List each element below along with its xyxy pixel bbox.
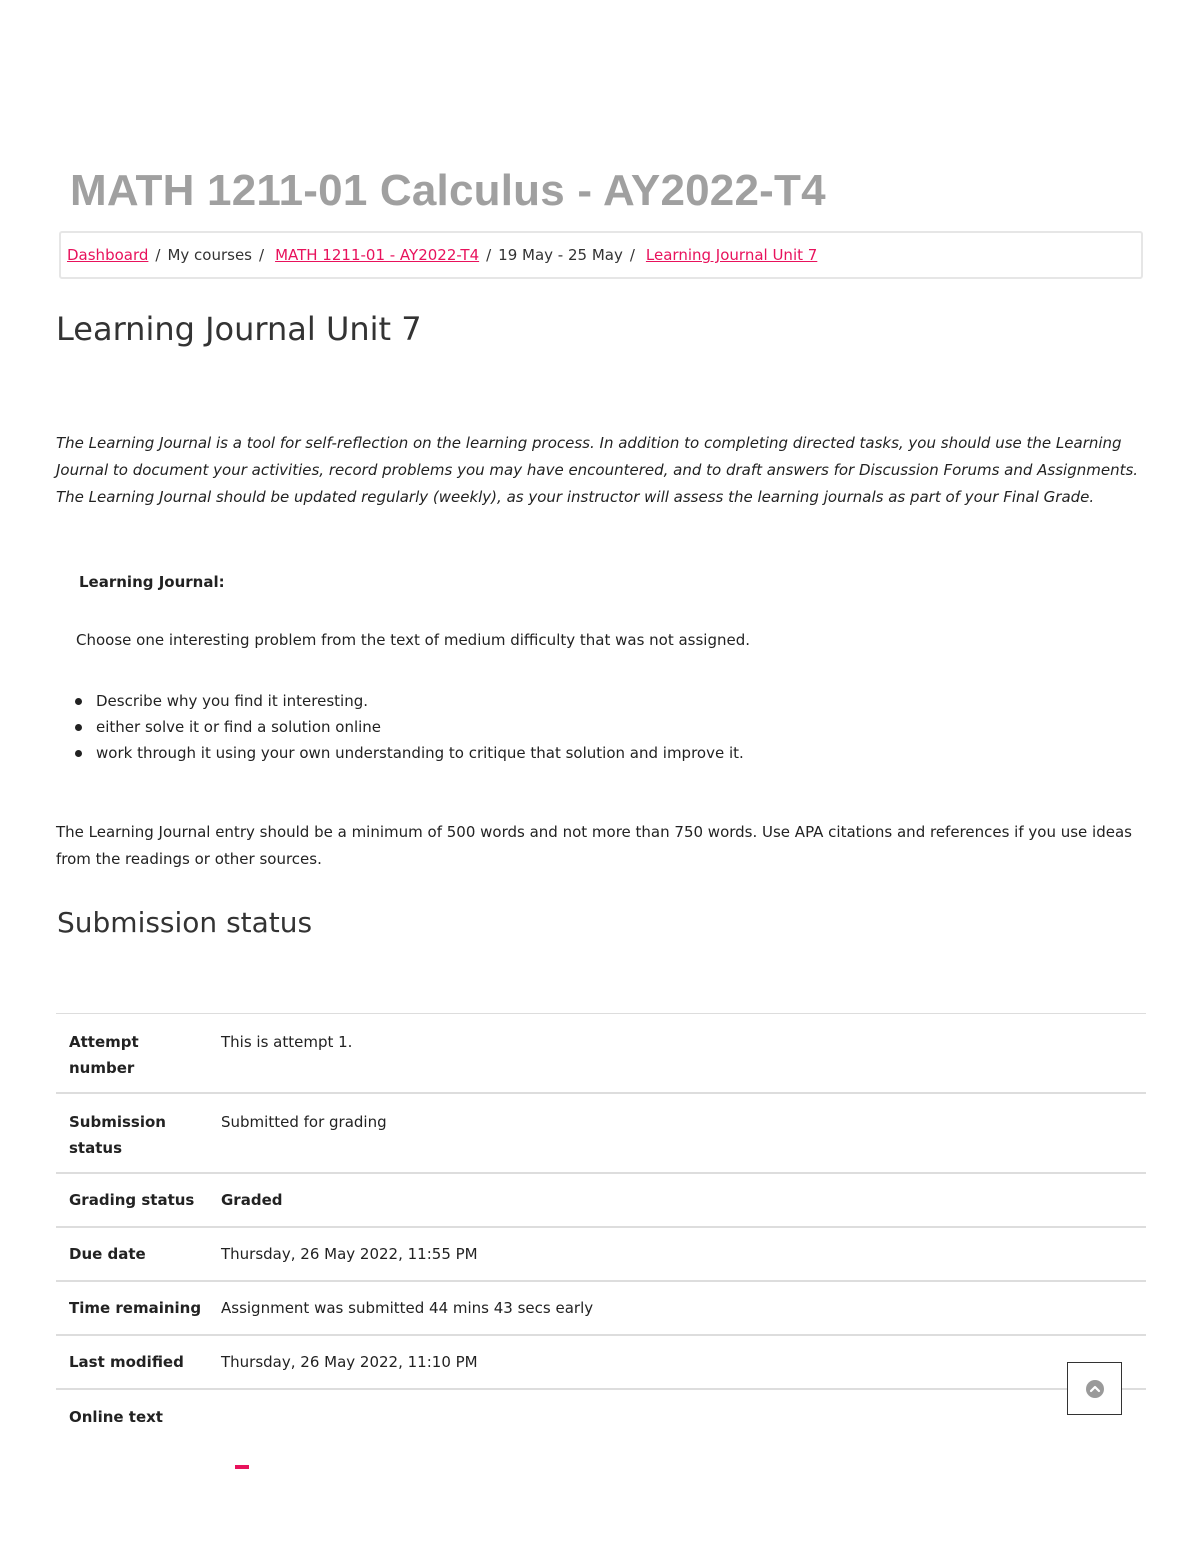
list-item <box>75 740 744 766</box>
row-value-time-remaining: Assignment was submitted 44 mins 43 secs early <box>221 1299 594 1317</box>
row-label-grading-status: Grading status <box>69 1191 195 1209</box>
breadcrumb-separator: / <box>155 246 161 264</box>
row-value-submission-status: Submitted for grading <box>221 1113 387 1131</box>
list-item <box>75 688 744 714</box>
submission-status-table <box>56 1013 1146 1450</box>
breadcrumb-separator: / <box>629 246 635 264</box>
bullet-icon <box>75 698 82 705</box>
row-label-online-text: Online text <box>69 1408 163 1426</box>
table-row <box>56 1282 1146 1336</box>
breadcrumb-separator: / <box>259 246 265 264</box>
row-label-time-remaining: Time remaining <box>69 1299 202 1317</box>
table-row <box>56 1228 1146 1282</box>
table-row <box>56 1174 1146 1228</box>
list-item-text: either solve it or find a solution online <box>96 718 382 736</box>
breadcrumb <box>59 231 1143 279</box>
breadcrumb-dashboard-link[interactable]: Dashboard <box>67 246 149 264</box>
row-label-submission-status: Submission status <box>69 1113 166 1157</box>
page-title: Learning Journal Unit 7 <box>56 310 422 348</box>
row-value-due-date: Thursday, 26 May 2022, 11:55 PM <box>221 1245 478 1263</box>
row-value-last-modified: Thursday, 26 May 2022, 11:10 PM <box>221 1353 478 1371</box>
instruction-text: Choose one interesting problem from the text of medium difficulty that was not assigned. <box>76 631 751 649</box>
bullet-icon <box>75 750 82 757</box>
collapse-toggle-icon[interactable] <box>235 1465 249 1469</box>
word-count-note: The Learning Journal entry should be a minimum of 500 words and not more than 750 words. Use APA citations and references if you use ideas from the readings or other sources. <box>56 823 1132 868</box>
instruction-list <box>75 688 744 766</box>
table-row <box>56 1094 1146 1174</box>
table-row <box>56 1390 1146 1450</box>
breadcrumb-current-link[interactable]: Learning Journal Unit 7 <box>645 246 818 264</box>
list-item <box>75 714 744 740</box>
intro-text: The Learning Journal is a tool for self-reflection on the learning process. In addition to completing directed tasks, you should use the Learning Journal to document your activities, record problems you may have encountered, and to draft answers for Discussion Forums and Assignments. The Learning Journal should be updated regularly (weekly), as your instructor will assess the learning journals as part of your Final Grade. <box>56 434 1139 506</box>
breadcrumb-week: 19 May - 25 May <box>498 246 623 264</box>
row-value-online-text <box>220 1404 1146 1450</box>
row-label-due-date: Due date <box>69 1245 146 1263</box>
row-value-attempt-number: This is attempt 1. <box>221 1033 353 1051</box>
row-value-grading-status: Graded <box>221 1191 283 1209</box>
scroll-to-top-button[interactable] <box>1067 1362 1122 1415</box>
table-row <box>56 1336 1146 1390</box>
journal-label: Learning Journal: <box>79 573 225 591</box>
bullet-icon <box>75 724 82 731</box>
submission-status-heading: Submission status <box>57 906 313 939</box>
course-title: MATH 1211-01 Calculus - AY2022-T4 <box>70 166 826 215</box>
breadcrumb-separator: / <box>486 246 492 264</box>
chevron-up-circle-icon <box>1085 1379 1105 1399</box>
table-row <box>56 1014 1146 1094</box>
list-item-text: Describe why you find it interesting. <box>96 692 369 710</box>
list-item-text: work through it using your own understanding to critique that solution and improve it. <box>96 744 744 762</box>
row-label-attempt-number: Attempt number <box>69 1033 139 1077</box>
breadcrumb-course-link[interactable]: MATH 1211-01 - AY2022-T4 <box>275 246 480 264</box>
breadcrumb-my-courses: My courses <box>167 246 252 264</box>
row-label-last-modified: Last modified <box>69 1353 184 1371</box>
